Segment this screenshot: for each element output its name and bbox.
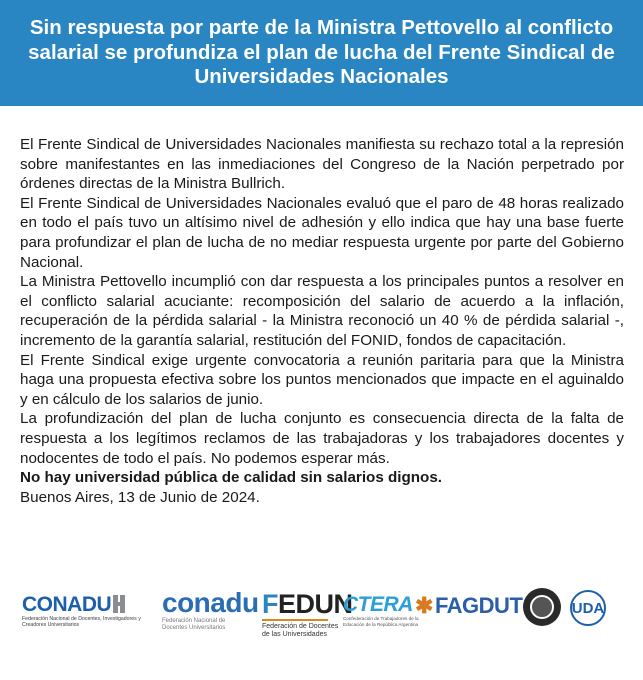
seal-emblem-icon [523, 588, 561, 626]
fagdut-logo [415, 594, 522, 618]
union-logos-row [0, 584, 643, 644]
conaduh-h-mark-icon [113, 595, 125, 613]
header-banner [0, 0, 643, 106]
fedun-logo-subtitle-2: de las Universidades [262, 631, 327, 638]
fedun-logo-rest: EDUN [278, 589, 353, 619]
fedun-logo-f: F [262, 589, 278, 619]
conadu-logo-subtitle-1: Federación Nacional de [162, 618, 226, 624]
star-icon: ✱ [415, 593, 433, 618]
uda-logo-name: UDA [571, 599, 605, 617]
paragraph-1: El Frente Sindical de Universidades Nacionales manifiesta su rechazo total a la represión sobre manifestantes en las inmediaciones del Congreso de la Nación perpetrado por órdenes directas de la Ministra Bullrich. [20, 136, 624, 193]
fedun-accent-bar [262, 619, 328, 621]
ctera-logo [343, 594, 419, 627]
signoff-date: Buenos Aires, 13 de Junio de 2024. [20, 488, 260, 506]
seal-inner-ring [530, 595, 554, 619]
paragraph-5: La profundización del plan de lucha conjunto es consecuencia directa de la falta de respuesta a los legítimos reclamos de las trabajadoras y los trabajadores docentes y nodocentes de todo el país. No podemos esperar más. [20, 410, 624, 467]
paragraph-2: El Frente Sindical de Universidades Nacionales evaluó que el paro de 48 horas realizado en todo el país tuvo un altísimo nivel de adhesión y ello indica que hay una base fuerte para profundizar el plan de lucha de no mediar respuesta urgente por parte del Gobierno Nacional. [20, 194, 624, 271]
ctera-logo-subtitle-2: Educación de la República Argentina [343, 621, 419, 627]
conaduh-logo-subtitle: Federación Nacional de Docentes, Investigadores y Creadores Universitarios [22, 616, 141, 628]
closing-slogan: No hay universidad pública de calidad sin salarios dignos. [20, 469, 442, 487]
conadu-logo-name: conadu [162, 587, 259, 618]
paragraph-4: El Frente Sindical exige urgente convocatoria a reunión paritaria para que la Ministra haga una propuesta efectiva sobre los puntos mencionados que impacte en el aguinaldo y en cálculo de los salarios de junio. [20, 351, 624, 408]
conaduh-logo-name: CONADU [22, 593, 112, 616]
uda-logo [570, 590, 606, 626]
conadu-logo [162, 588, 259, 632]
ctera-logo-name: CTERA [343, 593, 413, 616]
ctera-logo-subtitle-1: Confederación de Trabajadores de la [343, 616, 419, 621]
fedun-logo-subtitle-1: Federación de Docentes [262, 623, 339, 630]
page-title: Sin respuesta por parte de la Ministra Pettovello al conflicto salarial se profundiza el plan de lucha del Frente Sindical de Universidades Nacionales [28, 16, 615, 89]
conadu-logo-subtitle-2: Docentes Universitarios [162, 625, 226, 631]
fedun-logo [262, 590, 353, 639]
statement-body [20, 135, 624, 507]
conadu-historica-logo [22, 594, 142, 628]
fagdut-logo-name: FAGDUT [434, 593, 523, 618]
paragraph-3: La Ministra Pettovello incumplió con dar respuesta a los principales puntos a resolver en el conflicto salarial acuciante: recomposición del salario de acuerdo a la inflación, recuperación de la pérdida salarial - la Ministra reconoció un 40 % de pérdida salarial -, incremento de la garantía salarial, restitución del FONID, fondos de capacitación. [20, 273, 624, 349]
